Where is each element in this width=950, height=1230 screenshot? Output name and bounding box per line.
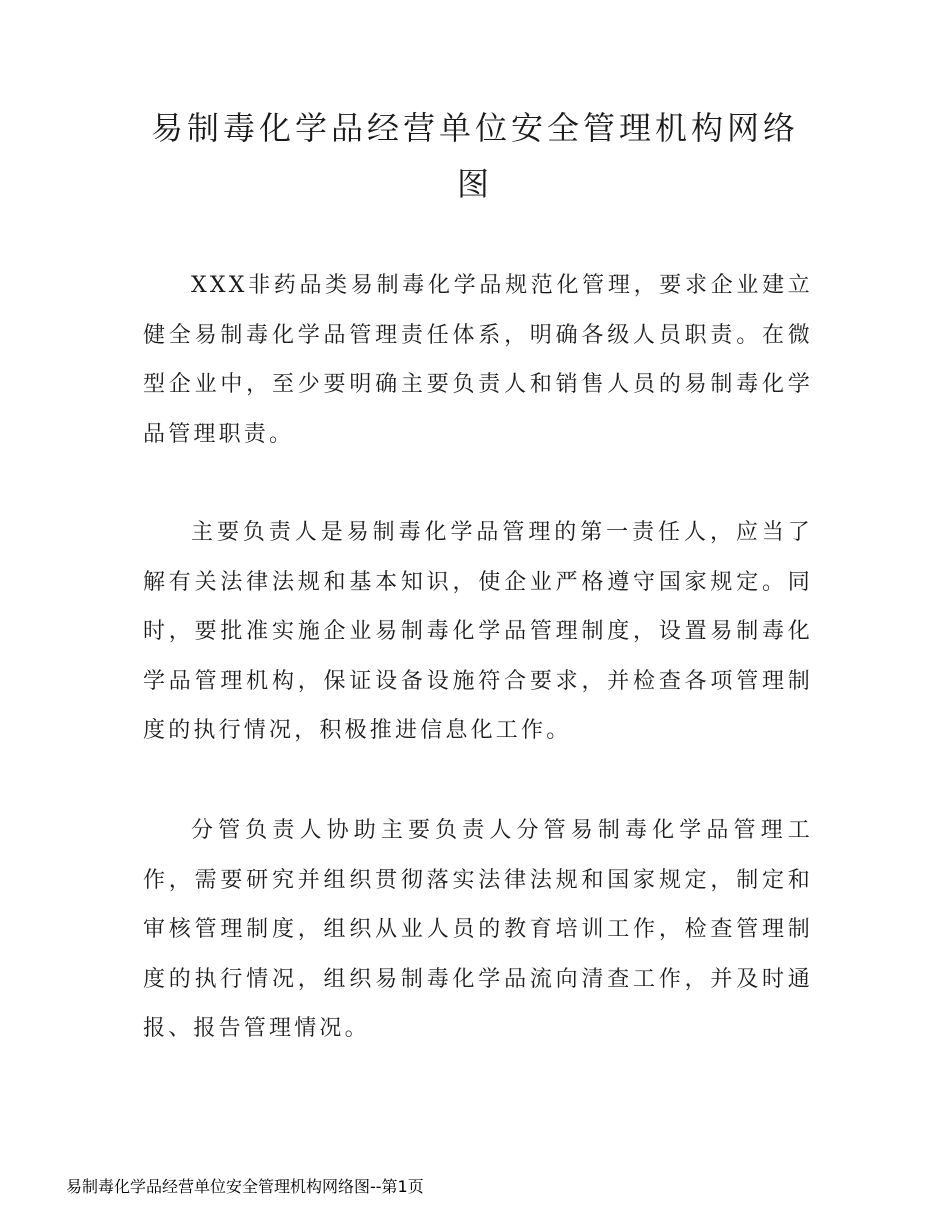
paragraph-intro: XXX非药品类易制毒化学品规范化管理，要求企业建立健全易制毒化学品管理责任体系，明确各级人员职责。在微型企业中，至少要明确主要负责人和销售人员的易制毒化学品管理职责。: [143, 273, 813, 447]
document-title: 易制毒化学品经营单位安全管理机构网络图: [150, 109, 799, 203]
page-footer: 易制毒化学品经营单位安全管理机构网络图--第1页: [66, 1177, 424, 1196]
paragraph-deputy-responsible: 分管负责人协助主要负责人分管易制毒化学品管理工作，需要研究并组织贯彻落实法律法规和国家规定，制定和审核管理制度，组织从业人员的教育培训工作，检查管理制度的执行情况，组织易制毒化学品流向清查工作，并及时通报、报告管理情况。: [143, 818, 813, 1041]
paragraph-principal-responsible: 主要负责人是易制毒化学品管理的第一责任人，应当了解有关法律法规和基本知识，使企业严格遵守国家规定。同时，要批准实施企业易制毒化学品管理制度，设置易制毒化学品管理机构，保证设备设施符合要求，并检查各项管理制度的执行情况，积极推进信息化工作。: [143, 520, 813, 743]
